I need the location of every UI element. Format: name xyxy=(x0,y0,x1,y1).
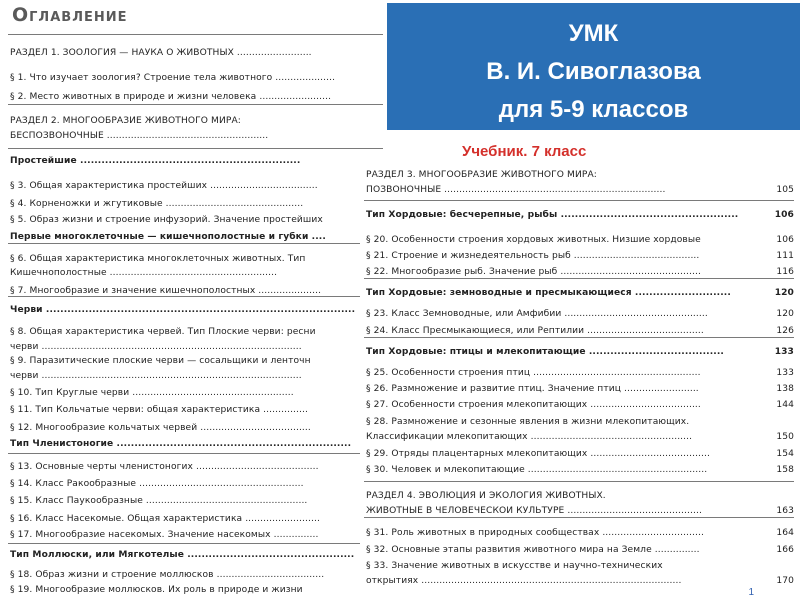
toc-entry: § 9. Паразитические плоские черви — сосальщики и ленточн xyxy=(10,356,311,366)
toc-entry: § 17. Многообразие насекомых. Значение насекомых ............... xyxy=(10,530,319,540)
toc-entry: § 7. Многообразие и значение кишечнополостных ..................... xyxy=(10,286,322,296)
toc-entry: ПОЗВОНОЧНЫЕ .......................................................................... xyxy=(366,185,666,195)
toc-entry: § 29. Отряды плацентарных млекопитающих ........................................ xyxy=(366,449,711,459)
toc-title: Оглавление xyxy=(12,4,128,26)
toc-entry: § 19. Многообразие моллюсков. Их роль в природе и жизни xyxy=(10,585,303,595)
section-divider xyxy=(8,453,383,454)
section-divider xyxy=(364,278,794,279)
left-toc-page xyxy=(0,0,385,600)
section-divider xyxy=(364,337,794,338)
toc-entry: § 3. Общая характеристика простейших .................................... xyxy=(10,181,318,191)
toc-entry: § 4. Корненожки и жгутиковые .............................................. xyxy=(10,199,304,209)
toc-page-number: 111 xyxy=(776,251,794,261)
toc-entry: открытиях ....................................................................................... xyxy=(366,576,682,586)
toc-page-number: 105 xyxy=(776,185,794,195)
section-divider xyxy=(8,296,383,297)
banner-line-2: В. И. Сивоглазова xyxy=(486,58,701,85)
toc-entry: § 2. Место животных в природе и жизни человека ........................ xyxy=(10,92,332,102)
section-divider xyxy=(8,243,383,244)
toc-entry: РАЗДЕЛ 2. МНОГООБРАЗИЕ ЖИВОТНОГО МИРА: xyxy=(10,116,241,126)
toc-entry: Кишечнополостные ........................................................ xyxy=(10,268,278,278)
toc-heading: Тип Хордовые: птицы и млекопитающие ...................................... xyxy=(366,347,724,357)
toc-page-number: 150 xyxy=(776,432,794,442)
section-divider xyxy=(364,200,794,201)
toc-page-number: 154 xyxy=(776,449,794,459)
section-divider xyxy=(364,517,794,518)
toc-page-number: 144 xyxy=(776,400,794,410)
toc-page-number: 163 xyxy=(776,506,794,516)
toc-entry: § 33. Значение животных в искусстве и научно-технических xyxy=(366,561,663,571)
toc-entry: РАЗДЕЛ 3. МНОГООБРАЗИЕ ЖИВОТНОГО МИРА: xyxy=(366,170,597,180)
toc-entry: § 1. Что изучает зоология? Строение тела животного .................... xyxy=(10,73,336,83)
toc-heading: Тип Хордовые: земноводные и пресмыкающиеся ........................... xyxy=(366,288,731,298)
toc-entry: § 27. Особенности строения млекопитающих ..................................... xyxy=(366,400,701,410)
toc-page-number: 170 xyxy=(776,576,794,586)
toc-entry: БЕСПОЗВОНОЧНЫЕ ...................................................... xyxy=(10,131,269,141)
toc-entry: § 32. Основные этапы развития животного мира на Земле ............... xyxy=(366,545,700,555)
toc-entry: § 22. Многообразие рыб. Значение рыб ............................................... xyxy=(366,267,701,277)
section-divider xyxy=(364,481,794,482)
corner-page-number: 1 xyxy=(748,587,754,598)
toc-entry: § 11. Тип Кольчатые черви: общая характеристика ............... xyxy=(10,405,309,415)
toc-entry: РАЗДЕЛ 4. ЭВОЛЮЦИЯ И ЭКОЛОГИЯ ЖИВОТНЫХ. xyxy=(366,491,606,501)
toc-heading: Черви ....................................................................................... xyxy=(10,305,356,315)
toc-entry: § 15. Класс Паукообразные ...................................................... xyxy=(10,496,308,506)
banner-line-1: УМК xyxy=(568,20,619,47)
toc-entry: § 10. Тип Круглые черви ...................................................... xyxy=(10,388,294,398)
toc-page-number: 166 xyxy=(776,545,794,555)
banner-line-3: для 5-9 классов xyxy=(498,96,689,123)
toc-page-number: 120 xyxy=(776,309,794,319)
toc-entry: § 26. Размножение и развитие птиц. Значение птиц ......................... xyxy=(366,384,699,394)
toc-entry: § 20. Особенности строения хордовых животных. Низшие хордовые xyxy=(366,235,701,245)
toc-page-number: 164 xyxy=(776,528,794,538)
toc-entry: § 28. Размножение и сезонные явления в жизни млекопитающих. xyxy=(366,417,690,427)
toc-entry: Классификации млекопитающих ...................................................... xyxy=(366,432,693,442)
toc-heading: Тип Членистоногие .................................................................. xyxy=(10,439,352,449)
toc-entry: § 21. Строение и жизнедеятельность рыб .......................................... xyxy=(366,251,700,261)
toc-entry: § 14. Класс Ракообразные ....................................................... xyxy=(10,479,304,489)
toc-page-number: 116 xyxy=(776,267,794,277)
toc-entry: § 5. Образ жизни и строение инфузорий. Значение простейших xyxy=(10,215,323,225)
toc-entry: § 30. Человек и млекопитающие ............................................................ xyxy=(366,465,708,475)
toc-heading: Простейшие .............................................................. xyxy=(10,156,301,166)
toc-page-number: 106 xyxy=(776,235,794,245)
toc-entry: § 12. Многообразие кольчатых червей ..................................... xyxy=(10,423,311,433)
toc-entry: § 31. Роль животных в природных сообществах .................................. xyxy=(366,528,704,538)
toc-entry: черви ....................................................................................... xyxy=(10,371,302,381)
section-divider xyxy=(8,148,383,149)
toc-entry: РАЗДЕЛ 1. ЗООЛОГИЯ — НАУКА О ЖИВОТНЫХ ......................... xyxy=(10,48,312,58)
toc-entry: § 24. Класс Пресмыкающиеся, или Рептилии ....................................... xyxy=(366,326,704,336)
toc-entry: ЖИВОТНЫЕ В ЧЕЛОВЕЧЕСКОЙ КУЛЬТУРЕ ............................................. xyxy=(366,506,702,516)
section-divider xyxy=(8,104,383,105)
title-divider xyxy=(8,34,383,35)
toc-page-number: 120 xyxy=(774,288,794,298)
toc-page-number: 133 xyxy=(774,347,794,357)
toc-page-number: 126 xyxy=(776,326,794,336)
section-divider xyxy=(8,543,383,544)
toc-entry: § 16. Класс Насекомые. Общая характеристика ......................... xyxy=(10,514,320,524)
toc-entry: § 8. Общая характеристика червей. Тип Плоские черви: ресни xyxy=(10,327,316,337)
toc-page-number: 133 xyxy=(776,368,794,378)
textbook-subtitle: Учебник. 7 класс xyxy=(462,143,587,160)
toc-page-number: 138 xyxy=(776,384,794,394)
toc-entry: § 23. Класс Земноводные, или Амфибии ................................................ xyxy=(366,309,708,319)
toc-entry: § 18. Образ жизни и строение моллюсков .................................... xyxy=(10,570,325,580)
toc-heading: Первые многоклеточные — кишечнополостные и губки .... xyxy=(10,232,326,242)
right-toc-page xyxy=(360,160,800,600)
toc-page-number: 158 xyxy=(776,465,794,475)
toc-entry: § 6. Общая характеристика многоклеточных животных. Тип xyxy=(10,254,306,264)
course-banner xyxy=(387,3,800,130)
toc-heading: Тип Моллюски, или Мягкотелые ............................................... xyxy=(10,550,355,560)
toc-heading: Тип Хордовые: бесчерепные, рыбы .................................................. xyxy=(366,210,739,220)
toc-entry: § 13. Основные черты членистоногих ......................................... xyxy=(10,462,319,472)
toc-entry: черви ....................................................................................... xyxy=(10,342,302,352)
toc-page-number: 106 xyxy=(774,210,794,220)
toc-entry: § 25. Особенности строения птиц ........................................................ xyxy=(366,368,701,378)
